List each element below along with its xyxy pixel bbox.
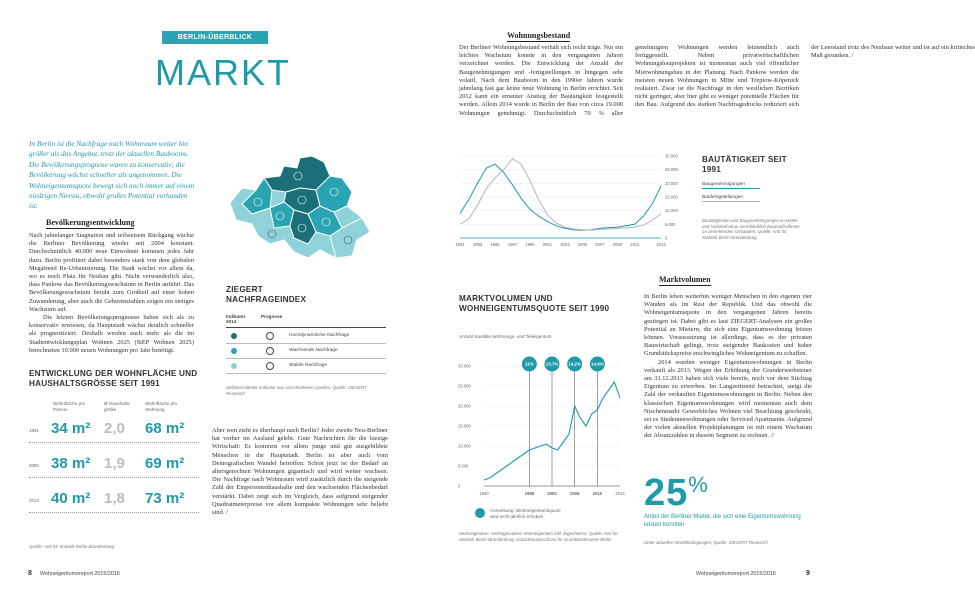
mv-subtitle: Anzahl Kaufälle Wohnungs- und Teileigentum bbox=[459, 334, 552, 339]
marktvolumen-text: In Berlin leben weiterhin weniger Menschen in den eigenen vier Wänden als im Rest der Republik. Und das obwohl die Wohneigentumsquote in den vergangenen Jahren bereits gestiegen ist. Dabei gibt es laut ZIEGERT-Analysen ein großes Potential an Mietern, die sich eine Eigentumswohnung leisten können. Voraussetzung ist allerdings, dass es der privaten Bauwirtschaft gelingt, trotz steigender Baukosten und hoher Grundstückspreise erschwingliches Wohneigentum zu schaffen. 2014 wurden weniger Eigentumswohnungen in Berlin verkauft als 2013. Wegen der Erhöhung der Grunderwerbsteuer am 31.12.2013 haben sich viele bereits, noch vor dem Stichtag Eigentum zu erwerben. Im Langzeittrend betrachtet, steigt die Zahl der verkauften Eigentumswohnungen in Berlin. Neben den klassischen Eigentumswohnungen wird momentan auch dem Nischenmarkt Gewerbliches Wohnen viel Beachtung geschenkt, sei es Studentenwohnungen oder Serviced Apartments. Aufgrund der vielen aktuellen Projektplanungen ist mit einem Wachstum der Absatzzahlen in diesem Segment zu rechnen. // bbox=[644, 293, 812, 440]
bau-y-tick: 10.000 bbox=[665, 208, 678, 214]
index-dot bbox=[231, 333, 237, 339]
bau-x-tick: 1997 bbox=[507, 242, 518, 247]
mv-quote-label: 14,9% bbox=[591, 361, 604, 367]
wohn-row-year: 2000 bbox=[29, 463, 39, 468]
wohn-value-flaeche-person: 38 m² bbox=[51, 455, 91, 472]
index-note: Selbstermittelter Indikator aus verschiedenen Quellen; Quelle: ZIEGERT Research bbox=[226, 385, 367, 396]
wohn-row-year: 1991 bbox=[29, 428, 39, 433]
marktvolumen-chart bbox=[456, 352, 626, 500]
mv-x-tick: 2006 bbox=[570, 491, 580, 496]
index-dot bbox=[231, 348, 237, 354]
bau-x-tick: 1995 bbox=[490, 242, 500, 247]
index-row-label: Hochdynamische Nachfrage bbox=[289, 333, 350, 338]
index-col-prognose: Prognose bbox=[261, 314, 283, 319]
wohn-value-haushalt: 2,0 bbox=[104, 420, 125, 437]
mv-y-tick: 25.000 bbox=[458, 383, 471, 389]
zuzug-text: Aber wen zieht es überhaupt nach Berlin? Jeder zweite Neu-Berliner hat vorher im Ausland gelebt. Gute Nachrichten für die hiesige Wirtschaft: Es kommen vor allem junge und gut ausgebildete Menschen in die Hauptstadt. Berlin ist aber auch vom Demografischen Wandel betroffen. Schon jetzt ist der Bedarf an altersgerechten Wohnungen gigantisch und wird weiter wachsen. Die Nachfrage nach Wohnraum wird zusätzlich durch die steigende Zahl der Einpersonenhaushalte und den wachsenden Flächenbedarf verstärkt. Dabei zeigt sich im Vergleich, dass aufgrund steigender Quadratmeterpreise vor allem kompakte Wohnungen sehr beliebt sind. / bbox=[212, 427, 388, 517]
wohn-value-flaeche-person: 40 m² bbox=[51, 490, 91, 507]
wohn-value-flaeche-wohnung: 68 m² bbox=[145, 420, 185, 437]
mv-x-tick: 2002 bbox=[547, 491, 557, 496]
mv-quote-label: 13,7% bbox=[545, 361, 559, 367]
footer-right: Wohneigentumsreport 2015/2016 bbox=[696, 571, 776, 577]
bau-x-tick: 1993 bbox=[472, 242, 483, 247]
wohnflaeche-title: ENTWICKLUNG DER WOHNFLÄCHE UND HAUSHALTSGRÖSSE SEIT 1991 bbox=[29, 369, 198, 388]
section-heading-wohnungsbestand: Wohnungsbestand bbox=[507, 31, 571, 40]
bau-note: Bautätigkeiten und Baugenehmigungen im Wohn- und Nichtwohnbau einschließlich Baumaßnahmen an bestehenden Gebäuden; Quelle: Amt für Statistik Berlin-Brandenburg bbox=[702, 218, 800, 240]
wohn-value-flaeche-wohnung: 73 m² bbox=[145, 490, 185, 507]
bau-x-tick: 2005 bbox=[577, 242, 588, 247]
intro-text: In Berlin ist die Nachfrage nach Wohnraum weiter hin größer als das Angebot, trotz der aktuellen Baubooms. Die Bevölkerungsprognose waren zu konservativ; die Bevölkerung wächst schneller als angenommen. Die Wohneigentumsquote bewegt sich noch immer auf einem niedrigen Niveau, obwohl großes Potential vorhanden ist. bbox=[29, 139, 195, 211]
wohn-value-flaeche-person: 34 m² bbox=[51, 420, 91, 437]
wohn-col-3: Wohnfläche pro Wohnung bbox=[145, 401, 178, 412]
bau-x-tick: 1991 bbox=[455, 242, 465, 247]
bau-x-tick: 2003 bbox=[560, 242, 570, 247]
section-heading-bevoelkerung: Bevölkerungsentwicklung bbox=[46, 218, 135, 227]
index-row-label: Wachsende Nachfrage bbox=[289, 348, 338, 353]
footer-left: Wohneigentumsreport 2015/2016 bbox=[40, 571, 120, 577]
bau-x-tick: 2011 bbox=[630, 242, 640, 247]
nachfrageindex-title: ZIEGERT NACHFRAGEINDEX bbox=[226, 285, 307, 304]
wohn-col-2: Ø Haushalts-größe bbox=[104, 401, 131, 412]
bevoelkerung-text: Nach jahrelanger Stagnation und teilweisem Rückgang wächst die Berliner Bevölkerung wieder seit 2004 konstant. Durchschnittlich 40.000 neue Einwohner kommen jedes Jahr dazu. Berlin profitiert dabei besonders stark von dem globalen Megatrend Re-Urbanisierung. Die Stadt wächst vor allem da, wo es noch Platz für Neubau gibt. Nicht verwunderlich also, dass Pankow das Bevölkerungswachstum in Berlin anführt. Das Bevölkerungswachstum beruht zum Großteil auf einer hohen Zuwanderung, aber auch die Geburtenzahlen zeigen ein stetiges Wachstum auf. Die letzten Bevölkerungsprognosen haben sich als zu konservativ erwiesen, da Hauptstadt wächst deutlich schneller als prognostiziert. Deshalb werden auch mehr als die im Stadtentwicklungsplan Wohnen 2025 (StEP Wohnen 2025) berechneten 10.000 neuen Wohnungen pro Jahr benötigt. bbox=[29, 232, 194, 354]
mv-note: Wohneigentum: Selbstgenutztes Wohneigentum inkl. Eigenheime; Quelle: Amt für Statistik Berlin-Brandenburg; Gutachterausschuss für Grundstückswerte Berlin bbox=[459, 531, 618, 542]
wohn-row-year: 2013 bbox=[29, 498, 39, 503]
mv-y-tick: 15.000 bbox=[458, 423, 471, 429]
wohn-col-1: Wohnfläche pro Person bbox=[53, 401, 86, 412]
mv-y-tick: 30.000 bbox=[458, 363, 471, 369]
mv-x-tick: 1990 bbox=[479, 491, 489, 496]
big-stat-source: Unter aktuellen Marktbedingungen; Quelle: ZIEGERT Research bbox=[644, 540, 768, 545]
mv-quote-label: 11% bbox=[525, 361, 534, 367]
index-dot bbox=[231, 363, 237, 369]
bautaetigkeit-title: BAUTÄTIGKEIT SEIT 1991 bbox=[702, 155, 787, 174]
mv-x-tick: 1998 bbox=[524, 491, 534, 496]
bau-x-tick: 2009 bbox=[612, 242, 622, 247]
index-row-label: Stabile Nachfrage bbox=[289, 363, 328, 368]
bau-y-tick: 20.000 bbox=[665, 180, 678, 186]
page-number-left: 8 bbox=[28, 570, 32, 577]
bau-y-tick: 0 bbox=[665, 235, 668, 241]
bau-x-tick: 2007 bbox=[595, 242, 605, 247]
bau-y-tick: 25.000 bbox=[665, 167, 678, 173]
page-title: MARKT bbox=[155, 52, 291, 93]
marktvolumen-title: MARKTVOLUMEN UND WOHNEIGENTUMSQUOTE SEIT 1990 bbox=[459, 294, 610, 313]
page-number-right: 9 bbox=[806, 570, 810, 577]
bau-y-tick: 15.000 bbox=[665, 194, 678, 200]
mv-y-tick: 5.000 bbox=[458, 463, 469, 469]
bau-y-tick: 30.000 bbox=[665, 153, 678, 159]
bau-series-line bbox=[460, 159, 661, 230]
wohn-value-haushalt: 1,8 bbox=[104, 490, 125, 507]
mv-y-tick: 20.000 bbox=[458, 403, 471, 409]
mv-legend-dot bbox=[475, 508, 485, 518]
index-col-indikator: Indikator 2014 bbox=[226, 314, 246, 324]
big-stat: 25% bbox=[644, 472, 708, 514]
section-badge: BERLIN-ÜBERBLICK bbox=[162, 31, 268, 44]
berlin-district-map bbox=[212, 148, 387, 273]
bau-x-tick: 1999 bbox=[525, 242, 535, 247]
bau-y-tick: 5.000 bbox=[665, 221, 676, 227]
mv-x-tick: 2010 bbox=[592, 491, 602, 496]
index-prognose-icon bbox=[266, 347, 274, 355]
mv-y-tick: 10.000 bbox=[458, 443, 471, 449]
bautaetigkeit-chart bbox=[456, 150, 691, 250]
mv-y-tick: 0 bbox=[458, 483, 461, 489]
nachfrageindex-box bbox=[213, 273, 388, 403]
index-prognose-icon bbox=[266, 332, 274, 340]
bau-x-tick: 2001 bbox=[542, 242, 553, 247]
index-prognose-icon bbox=[266, 362, 274, 370]
bau-legend-fertigstellungen: Baufertigstellungen bbox=[702, 195, 802, 202]
mv-x-tick: 2014 bbox=[615, 491, 625, 496]
big-stat-caption: Anteil der Berliner Mieter, die sich eine Eigentumswohnung leisten konnten bbox=[644, 514, 801, 528]
wohnungsbestand-text: Der Berliner Wohnungsbestand verhält sich recht träge. Nur ein leichtes Wachstum konnte in den vergangenen Jahren verzeichnet werden. Die Entwicklung der Anzahl der Baugenehmigungen und -fertigstellungen in hingegen sehr volatil. Nach dem Bauboom in den 1990er Jahren wurde jahrelang fast gar keine neue Wohnung in Berlin errichtet. Seit 2012 kann ein erneuter Anstieg der Bautätigkeit festgestellt werden. Allein 2014 wurde in Berlin der Bau von circa 19.000 Wohnungen genehmigt. Durchschnittlich 70 % aller genehmigten Wohnungen werden letztendlich auch fertiggestellt. Neben privatwirtschaftlichen Wohnungsbauprojekten ist momentan auch viel öffentlicher Mietwohnungsbau in der Planung. Nach Pankow werden die meisten neuen Wohnungen in Mitte und Treptow-Köpenick realisiert. Zwar ist die Nachfrage in den westlichen Bezirken nicht geringer, aber hier gibt es weniger potentielle Flächen für den Bau. Aufgrund des starken Nachfragedrucks reduziert sich der Leerstand trotz des Neubaus weiter und ist auf ein kritisches Maß gesunken. / bbox=[459, 44, 975, 117]
mv-legend: Anmerkung: Wohneigentumsquote wird nicht jährlich erhoben bbox=[490, 508, 561, 519]
mv-quote-label: 14,2% bbox=[568, 361, 581, 367]
wohn-value-haushalt: 1,9 bbox=[104, 455, 125, 472]
wohn-value-flaeche-wohnung: 69 m² bbox=[145, 455, 185, 472]
bau-series-line bbox=[460, 164, 661, 230]
wohn-source: Quelle: Amt für Statistik Berlin-Brandenburg bbox=[29, 544, 115, 549]
section-heading-marktvolumen: Marktvolumen bbox=[659, 275, 711, 284]
bau-x-tick: 2014 bbox=[656, 242, 666, 247]
bau-legend-genehmigungen: Baugenehmigungen bbox=[702, 182, 802, 189]
